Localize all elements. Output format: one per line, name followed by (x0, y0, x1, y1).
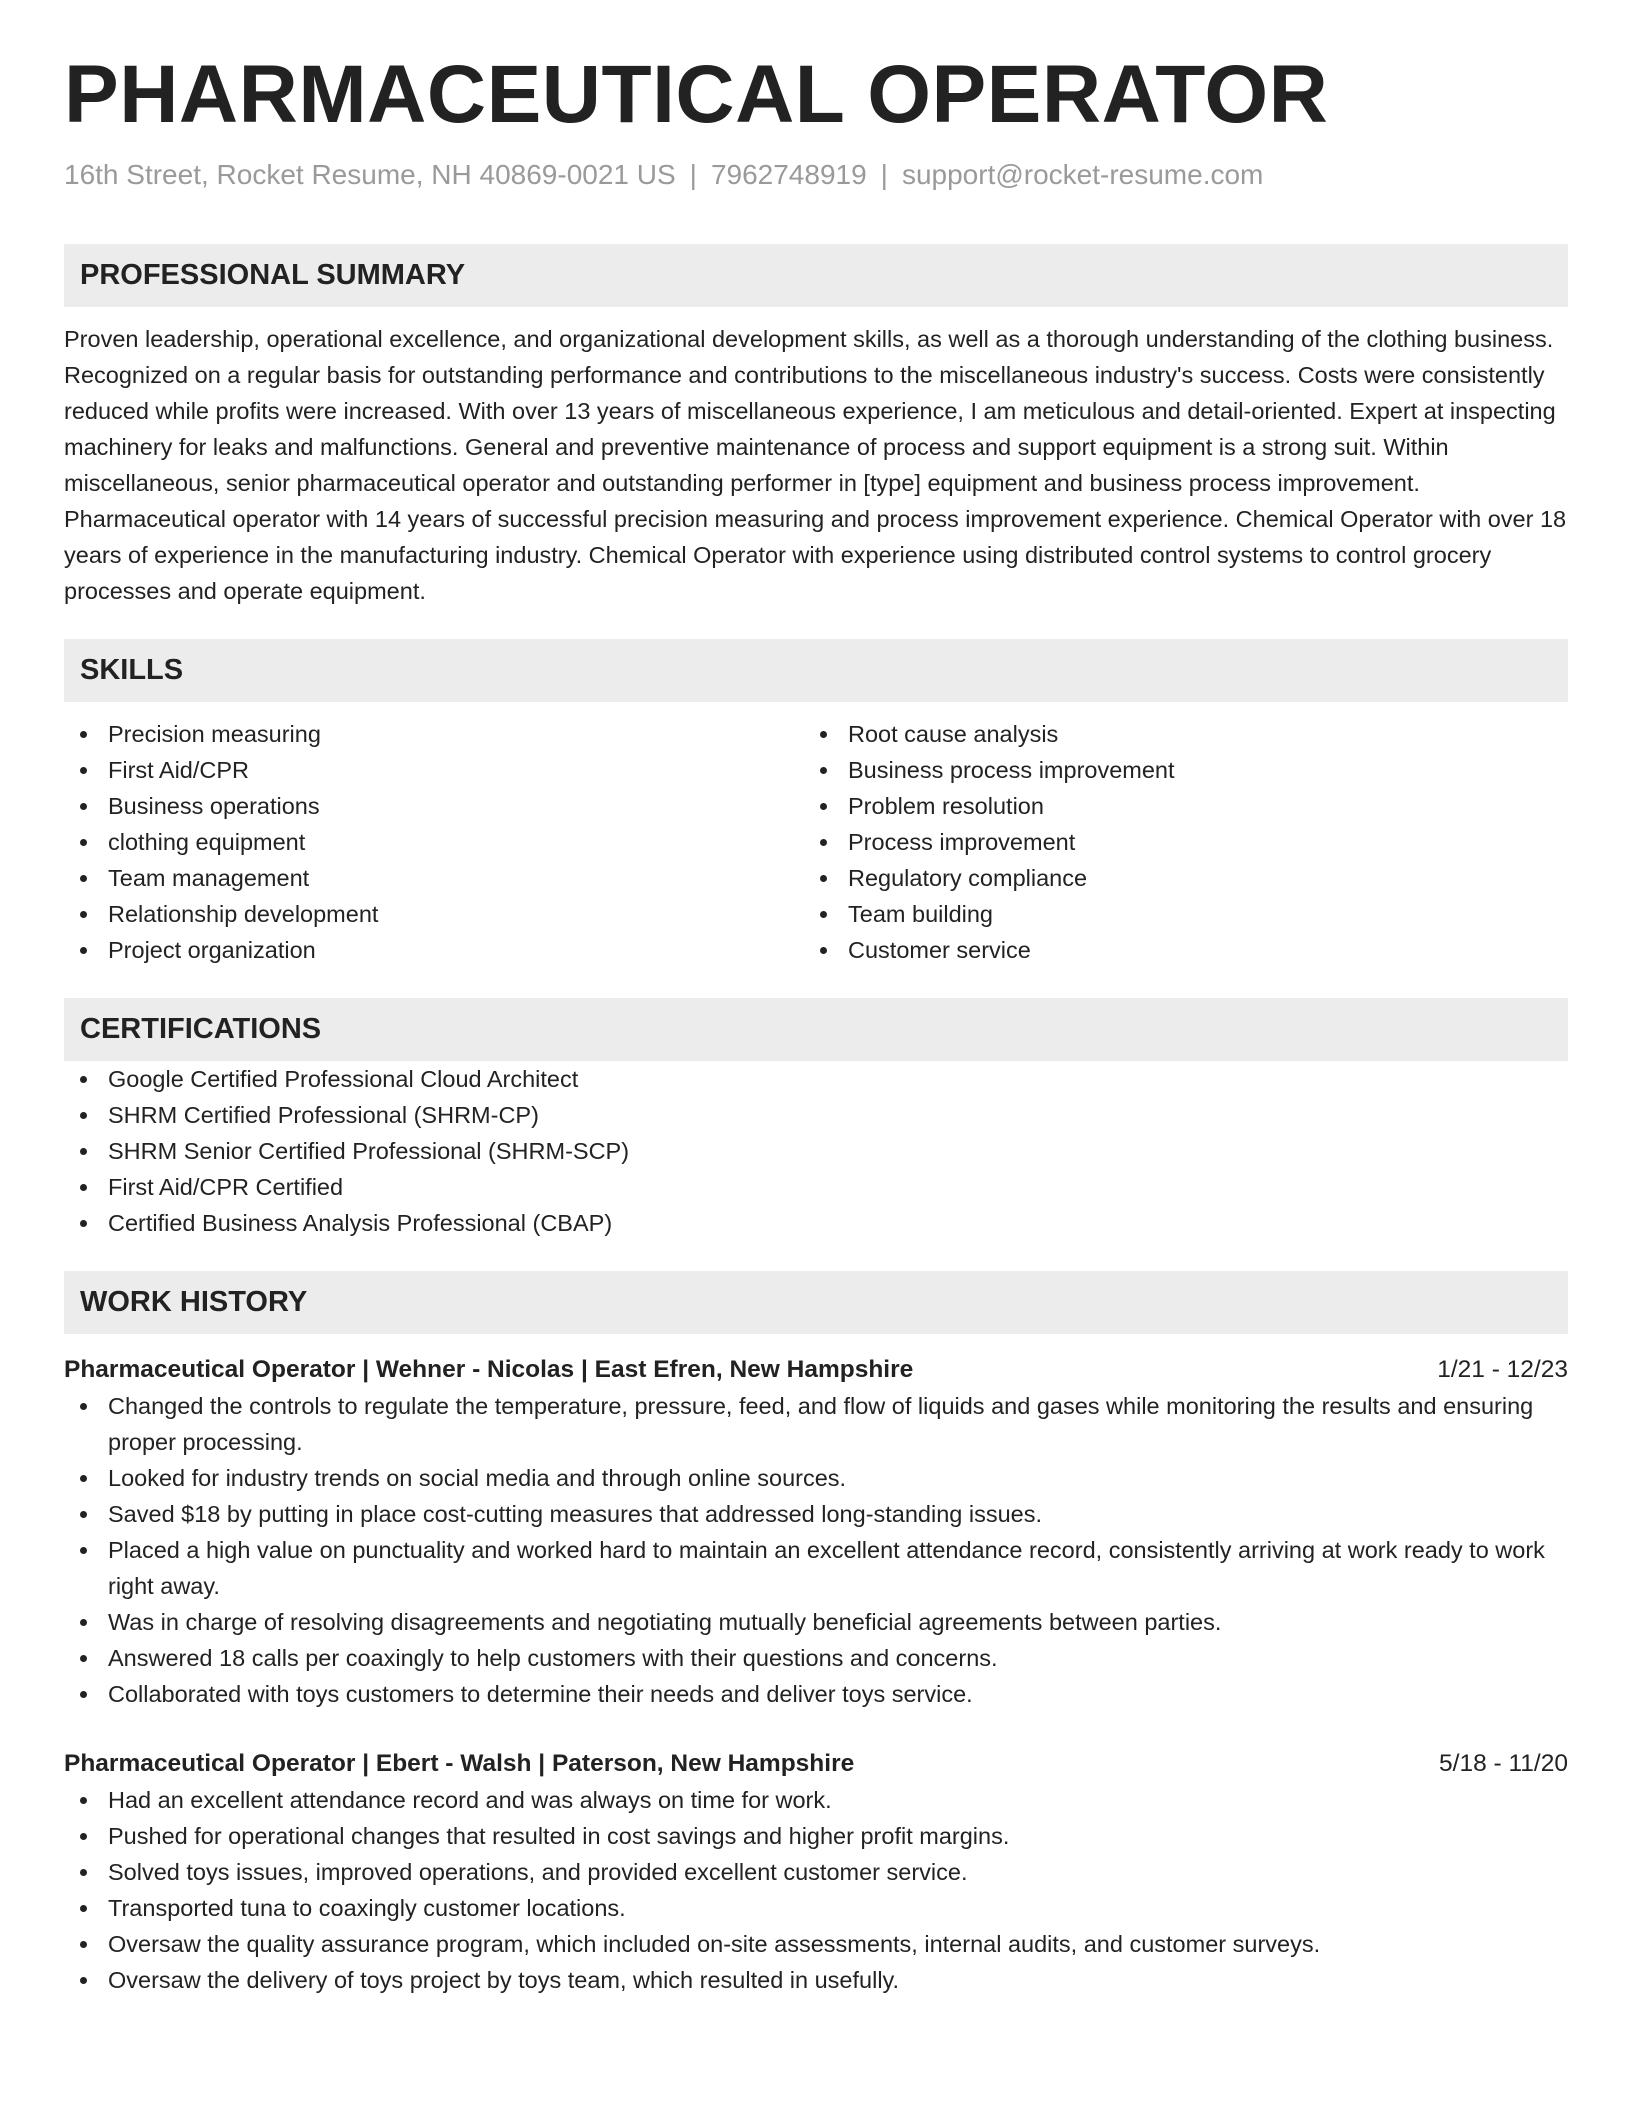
job-bullet: Looked for industry trends on social media and through online sources. (64, 1460, 1568, 1496)
job-bullet: Was in charge of resolving disagreements and negotiating mutually beneficial agreements between parties. (64, 1604, 1568, 1640)
skill-item: Business process improvement (804, 752, 1544, 788)
job-bullet: Collaborated with toys customers to determine their needs and deliver toys service. (64, 1676, 1568, 1712)
section-heading-certifications: CERTIFICATIONS (64, 998, 1568, 1061)
section-heading-skills: SKILLS (64, 639, 1568, 702)
skill-item: Project organization (64, 932, 804, 968)
skill-item: Regulatory compliance (804, 860, 1544, 896)
skill-item: Team building (804, 896, 1544, 932)
certification-item: SHRM Senior Certified Professional (SHRM-SCP) (64, 1133, 1568, 1169)
skill-item: First Aid/CPR (64, 752, 804, 788)
job-bullet: Answered 18 calls per coaxingly to help customers with their questions and concerns. (64, 1640, 1568, 1676)
job-bullets (64, 1388, 1568, 1712)
contact-separator: | (689, 159, 697, 191)
job-bullet: Had an excellent attendance record and was always on time for work. (64, 1782, 1568, 1818)
contact-line (64, 158, 1568, 192)
skill-item: Customer service (804, 932, 1544, 968)
skills-list-right (804, 716, 1544, 968)
skill-item: Process improvement (804, 824, 1544, 860)
contact-email[interactable]: support@rocket-resume.com (901, 159, 1264, 191)
job-bullet: Solved toys issues, improved operations, and provided excellent customer service. (64, 1854, 1568, 1890)
job-bullets (64, 1782, 1568, 1998)
job-bullet: Oversaw the quality assurance program, which included on-site assessments, internal audits, and customer surveys. (64, 1926, 1568, 1962)
job-bullet: Placed a high value on punctuality and worked hard to maintain an excellent attendance record, consistently arriving at work ready to work right away. (64, 1532, 1568, 1604)
job-bullet: Pushed for operational changes that resulted in cost savings and higher profit margins. (64, 1818, 1568, 1854)
contact-phone: 7962748919 (710, 159, 867, 191)
job-bullet: Oversaw the delivery of toys project by toys team, which resulted in usefully. (64, 1962, 1568, 1998)
job-header (64, 1746, 1568, 1782)
skill-item: Precision measuring (64, 716, 804, 752)
job-dates: 1/21 - 12/23 (1437, 1355, 1568, 1383)
job-bullet: Changed the controls to regulate the temperature, pressure, feed, and flow of liquids and gases while monitoring the results and ensuring proper processing. (64, 1388, 1568, 1460)
contact-address: 16th Street, Rocket Resume, NH 40869-0021 US (64, 159, 676, 191)
job-header (64, 1352, 1568, 1388)
skills-list-left (64, 716, 804, 968)
job-dates: 5/18 - 11/20 (1439, 1749, 1568, 1777)
skill-item: Problem resolution (804, 788, 1544, 824)
contact-separator: | (880, 159, 888, 191)
job-entry (64, 1352, 1568, 1712)
certification-item: Google Certified Professional Cloud Architect (64, 1061, 1568, 1097)
skill-item: Relationship development (64, 896, 804, 932)
job-bullet: Saved $18 by putting in place cost-cutting measures that addressed long-standing issues. (64, 1496, 1568, 1532)
skills-grid (64, 716, 1568, 968)
skill-item: Team management (64, 860, 804, 896)
certification-item: SHRM Certified Professional (SHRM-CP) (64, 1097, 1568, 1133)
section-heading-summary: PROFESSIONAL SUMMARY (64, 244, 1568, 307)
job-title: Pharmaceutical Operator | Wehner - Nicolas | East Efren, New Hampshire (64, 1355, 914, 1383)
certifications-list (64, 1061, 1568, 1241)
section-heading-work-history: WORK HISTORY (64, 1271, 1568, 1334)
certification-item: First Aid/CPR Certified (64, 1169, 1568, 1205)
skill-item: Root cause analysis (804, 716, 1544, 752)
job-bullet: Transported tuna to coaxingly customer locations. (64, 1890, 1568, 1926)
candidate-name: PHARMACEUTICAL OPERATOR (64, 49, 1329, 140)
skill-item: Business operations (64, 788, 804, 824)
summary-text: Proven leadership, operational excellence, and organizational development skills, as well as a thorough understanding of the clothing business. Recognized on a regular basis for outstanding performance and contributions to the miscellaneous industry's success. Costs were consistently reduced while profits were increased. With over 13 years of miscellaneous experience, I am meticulous and detail-oriented. Expert at inspecting machinery for leaks and malfunctions. General and preventive maintenance of process and support equipment is a strong suit. Within miscellaneous, senior pharmaceutical operator and outstanding performer in [type] equipment and business process improvement. Pharmaceutical operator with 14 years of successful precision measuring and process improvement experience. Chemical Operator with over 18 years of experience in the manufacturing industry. Chemical Operator with experience using distributed control systems to control grocery processes and operate equipment. (64, 325, 1567, 604)
certification-item: Certified Business Analysis Professional (CBAP) (64, 1205, 1568, 1241)
skill-item: clothing equipment (64, 824, 804, 860)
job-title: Pharmaceutical Operator | Ebert - Walsh | Paterson, New Hampshire (64, 1749, 855, 1777)
job-entry (64, 1746, 1568, 1998)
